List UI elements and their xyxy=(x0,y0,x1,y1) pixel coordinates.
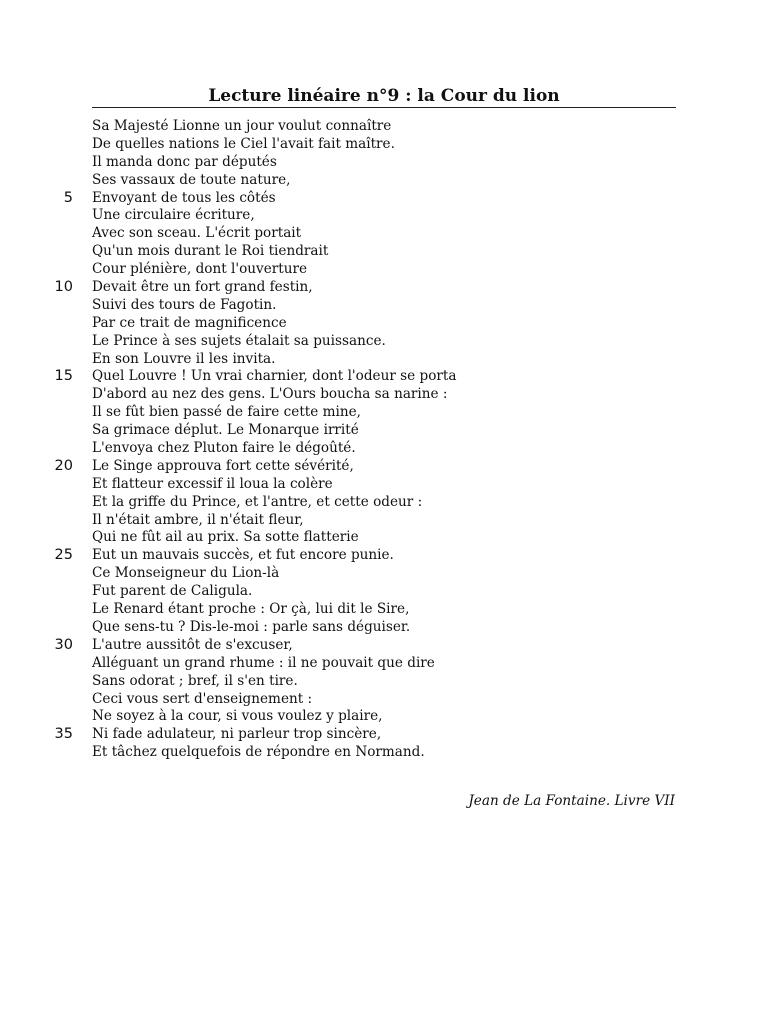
poem-line-text: Sa grimace déplut. Le Monarque irrité xyxy=(92,422,359,439)
poem-line xyxy=(0,315,768,333)
poem-line-text: Il manda donc par députés xyxy=(92,153,277,170)
poem-line-text: Que sens-tu ? Dis-le-moi : parle sans déguiser. xyxy=(92,618,411,635)
poem-line xyxy=(0,601,768,619)
poem-line-text: Et tâchez quelquefois de répondre en Normand. xyxy=(92,744,425,761)
poem-line xyxy=(0,547,768,565)
poem-line xyxy=(0,136,768,154)
poem-line xyxy=(0,190,768,208)
line-number: 5 xyxy=(63,189,73,206)
poem-line xyxy=(0,529,768,547)
poem-line-text: Ce Monseigneur du Lion-là xyxy=(92,565,280,582)
poem-line-text: Le Prince à ses sujets étalait sa puissance. xyxy=(92,332,386,349)
line-number: 30 xyxy=(54,636,73,653)
poem-line xyxy=(0,368,768,386)
poem-line-text: Avec son sceau. L'écrit portait xyxy=(92,225,302,242)
poem-line xyxy=(0,494,768,512)
poem-line xyxy=(0,565,768,583)
poem-line xyxy=(0,225,768,243)
line-number: 20 xyxy=(54,457,73,474)
poem-line xyxy=(0,351,768,369)
poem-line-text: Il se fût bien passé de faire cette mine, xyxy=(92,404,361,421)
poem-line xyxy=(0,404,768,422)
title-divider xyxy=(92,107,676,108)
poem-line-text: Cour plénière, dont l'ouverture xyxy=(92,261,308,278)
poem-line xyxy=(0,333,768,351)
poem-line-text: Alléguant un grand rhume : il ne pouvait que dire xyxy=(92,654,435,671)
poem-line xyxy=(0,691,768,709)
poem-line xyxy=(0,708,768,726)
line-number: 10 xyxy=(54,279,73,296)
poem-line xyxy=(0,726,768,744)
poem-line-text: D'abord au nez des gens. L'Ours boucha sa narine : xyxy=(92,386,448,403)
poem-line xyxy=(0,207,768,225)
poem-line xyxy=(0,261,768,279)
attribution: Jean de La Fontaine. Livre VII xyxy=(468,793,675,809)
poem-line-text: Une circulaire écriture, xyxy=(92,207,255,224)
poem-line-text: Le Renard étant proche : Or çà, lui dit le Sire, xyxy=(92,601,410,618)
poem-line-text: Ceci vous sert d'enseignement : xyxy=(92,690,313,707)
poem-line-text: L'envoya chez Pluton faire le dégoûté. xyxy=(92,440,356,457)
poem-line xyxy=(0,458,768,476)
poem-line-text: Et flatteur excessif il loua la colère xyxy=(92,475,333,492)
poem-body xyxy=(0,118,768,762)
poem-line xyxy=(0,512,768,530)
poem-line xyxy=(0,386,768,404)
poem-line xyxy=(0,673,768,691)
poem-line-text: Le Singe approuva fort cette sévérité, xyxy=(92,457,354,474)
page-title: Lecture linéaire n°9 : la Cour du lion xyxy=(208,86,560,106)
poem-line-text: Ne soyez à la cour, si vous voulez y plaire, xyxy=(92,708,383,725)
poem-line xyxy=(0,637,768,655)
poem-line-text: Devait être un fort grand festin, xyxy=(92,279,313,296)
poem-line-text: Qu'un mois durant le Roi tiendrait xyxy=(92,243,329,260)
poem-line xyxy=(0,440,768,458)
poem-line xyxy=(0,154,768,172)
poem-line-text: Il n'était ambre, il n'était fleur, xyxy=(92,511,304,528)
poem-line xyxy=(0,476,768,494)
poem-line-text: Eut un mauvais succès, et fut encore punie. xyxy=(92,547,394,564)
poem-line xyxy=(0,655,768,673)
poem-line xyxy=(0,172,768,190)
poem-line-text: En son Louvre il les invita. xyxy=(92,350,276,367)
poem-line-text: Ses vassaux de toute nature, xyxy=(92,171,291,188)
poem-line-text: Sans odorat ; bref, il s'en tire. xyxy=(92,672,298,689)
poem-line xyxy=(0,744,768,762)
poem-line-text: Qui ne fût ail au prix. Sa sotte flatterie xyxy=(92,529,359,546)
line-number: 35 xyxy=(54,726,73,743)
poem-line-text: Fut parent de Caligula. xyxy=(92,583,253,600)
poem-line-text: Quel Louvre ! Un vrai charnier, dont l'odeur se porta xyxy=(92,368,457,385)
poem-line xyxy=(0,297,768,315)
poem-line xyxy=(0,243,768,261)
poem-line-text: Par ce trait de magnificence xyxy=(92,314,287,331)
poem-line-text: Envoyant de tous les côtés xyxy=(92,189,276,206)
poem-line-text: Sa Majesté Lionne un jour voulut connaître xyxy=(92,118,392,134)
poem-line-text: L'autre aussitôt de s'excuser, xyxy=(92,636,293,653)
poem-line xyxy=(0,279,768,297)
line-number: 25 xyxy=(54,547,73,564)
poem-line xyxy=(0,583,768,601)
poem-line xyxy=(0,118,768,136)
poem-line-text: Et la griffe du Prince, et l'antre, et cette odeur : xyxy=(92,493,423,510)
poem-line-text: Ni fade adulateur, ni parleur trop sincère, xyxy=(92,726,382,743)
poem-line xyxy=(0,619,768,637)
poem-line-text: De quelles nations le Ciel l'avait fait maître. xyxy=(92,135,395,152)
line-number: 15 xyxy=(54,368,73,385)
poem-line xyxy=(0,422,768,440)
poem-line-text: Suivi des tours de Fagotin. xyxy=(92,296,277,313)
